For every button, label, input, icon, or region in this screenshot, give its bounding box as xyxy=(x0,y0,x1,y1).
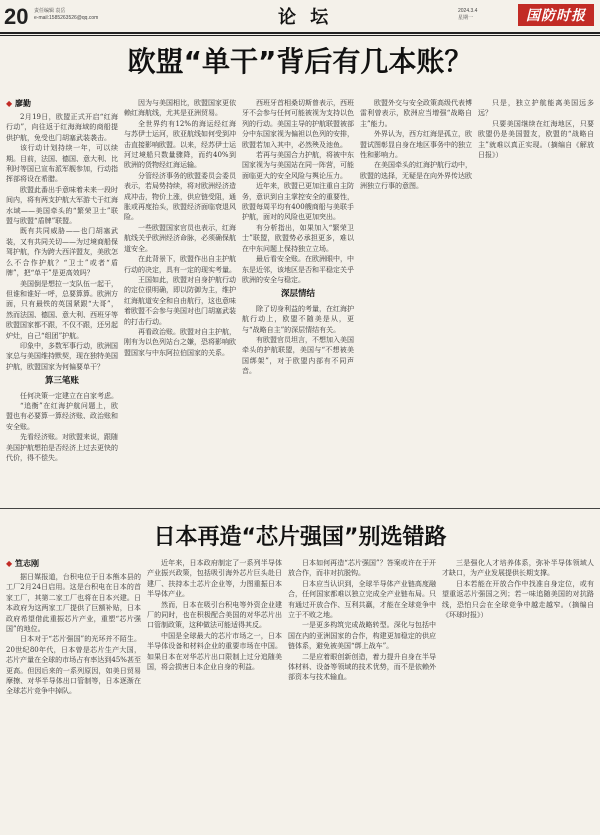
article2-column-4 xyxy=(442,558,594,830)
page-number: 20 xyxy=(4,4,29,29)
article2-author: 笪志刚 xyxy=(14,558,39,568)
editor-info xyxy=(34,8,98,22)
paragraph: 二是应着眼创新创造，着力提升自身在半导体材料、设备等领域的技术优势，而不是依赖外部资本与技术输血。 xyxy=(288,652,436,682)
masthead-rule xyxy=(0,32,600,34)
article1-column-1 xyxy=(6,112,118,504)
paragraph: 最后看安全账。在欧洲眼中，中东是近邻，该地区是否和平稳定关乎欧洲的安全与稳定。 xyxy=(242,255,354,284)
paragraph: 近年来，日本政府制定了一系列半导体产业振兴政策，包括吸引海外芯片巨头赴日建厂、扶持本土芯片企业等，力图重振日本半导体产业。 xyxy=(147,559,282,599)
paragraph: 外界认为，西方红海是孤立，欧盟试图彰显自身在地区事务中的独立性和影响力。 xyxy=(360,130,472,160)
paragraph: 中国是全球最大的芯片市场之一，日本半导体设备和材料企业的重要市场在中国。如果日本在对华芯片出口限制上过分追随美国，将会损害日本企业自身的利益。 xyxy=(147,631,282,672)
editor-name: 责任编辑 袁岳 xyxy=(34,8,66,14)
paragraph: 任何决策一定建立在自家考虑。 xyxy=(20,391,118,400)
article2-column-2 xyxy=(147,558,282,830)
paragraph: 据日媒报道，台积电位于日本熊本县的工厂2月24日启用。这是台积电在日本的首家工厂，其第二家工厂也将在日本兴建。日本政府为这两家工厂提供了巨额补贴，日本政府希望借此重振芯片产业，重塑“芯片强国”的地位。 xyxy=(6,573,141,634)
article1-column-3 xyxy=(242,98,354,504)
article1-title: 欧盟“单干”背后有几本账？ xyxy=(127,45,473,78)
paragraph: 因为与美国相比，欧盟国家更依赖红海航线，尤其是亚洲贸易。 xyxy=(124,99,236,118)
article1-author: 廖勤 xyxy=(14,98,31,108)
paragraph: 欧盟外交与安全政策高级代表博雷利曾表示，欧洲应当增强“战略自主”能力。 xyxy=(360,99,472,128)
paragraph: 印象中，多数军事行动，欧洲国家总与美国维持默契，现在独特美国护航，欧盟国家为何偏要单干？ xyxy=(6,341,118,371)
editor-email: e-mail:1585263526@qq.com xyxy=(34,15,99,21)
article-divider xyxy=(0,508,600,509)
paragraph: 2月19日，欧盟正式开启“红海行动”，向往返于红海海域的商船提供护航，免受也门胡塞武装袭击。 xyxy=(6,113,118,142)
masthead-rule-thin xyxy=(0,35,600,36)
paragraph: 日本如何再造“芯片强国”？答案或许在于开放合作，而非对抗脱钩。 xyxy=(288,559,436,578)
paragraph: 有分析指出，如果加入“繁荣卫士”联盟，欧盟势必承担更多，难以在中东问题上保持独立立场。 xyxy=(242,223,354,253)
article2-column-3 xyxy=(288,558,436,830)
paragraph: 近年来，欧盟已更加注重自主防务，意识到自主掌控安全的重要性，欧盟每周平均有400艘商船与美联手护航，面对的风险也更加突出。 xyxy=(242,182,354,222)
paragraph: “追衡”在红海护航问题上，欧盟也有必要算一算经济账、政治账和安全账。 xyxy=(6,401,118,431)
byline-diamond-icon: ◆ xyxy=(6,98,13,108)
paragraph: 在此背景下，欧盟作出自主护航行动的决定，具有一定的现实考量。 xyxy=(124,255,236,274)
paragraph: 然而，日本在吸引台积电等外资企业建厂的同时，也在积极配合美国的对华芯片出口管制政策，这种做法可能适得其反。 xyxy=(147,600,282,630)
paragraph: 再看政治账。欧盟对自主护航，刚有为以色列站台之嫌，恐将影响欧盟国家与中东阿拉伯国家的关系。 xyxy=(124,327,236,357)
date-info xyxy=(458,8,477,22)
newspaper-logo: 国防时报 xyxy=(518,4,594,26)
paragraph: 除了切身利益的考量，在红海护航行动上，欧盟不随美是从，更与“战略自主”的深层情结有关。 xyxy=(242,304,354,334)
paragraph: 日本对于“芯片强国”的光环并不陌生。20世纪80年代，日本曾是芯片生产大国，芯片产量在全球的市场占有率达到45%甚至更高。但因后来的一系列原因，如美日贸易摩擦、对华半导体出口管制等，日本逐渐在全球芯片竞争中掉队。 xyxy=(6,635,141,696)
paragraph: 先看经济账。对欧盟来说，跟随美国护航想拍是否经济上过去更快的代价，得不偿失。 xyxy=(6,433,118,462)
byline-diamond-icon: ◆ xyxy=(6,558,13,568)
paragraph: 若再与美国合力护航，将被中东国家视为与美国站在同一阵营，可能面临更大的安全风险与舆论压力。 xyxy=(242,151,354,180)
paragraph: 在美国牵头的红海护航行动中，欧盟的选择，无疑是在向外界传达欧洲独立行事的意图。 xyxy=(360,161,472,191)
article1-column-4 xyxy=(360,98,472,504)
weekday: 星期一 xyxy=(458,15,474,21)
paragraph: 该行动计划持续一年，可以续期。目前，法国、德国、意大利、比利时等国已宣布派军舰参加，行动指挥部将设在希腊。 xyxy=(6,144,118,184)
paragraph: 分管经济事务的欧盟委员会委员表示，若局势持续，将对欧洲经济造成冲击，物价上涨，供应链受阻，通胀或再度抬头，欧盟经济面临衰退风险。 xyxy=(124,171,236,222)
masthead xyxy=(0,0,600,36)
article1-column-5 xyxy=(478,98,594,504)
paragraph: 一是更多构筑完成战略转型。深化与包括中国在内的亚洲国家的合作，构建更加稳定的供应链体系，避免被美国“绑上战车”。 xyxy=(288,621,436,651)
article2-title: 日本再造“芯片强国”别选错路 xyxy=(153,525,447,550)
article1-column-2 xyxy=(124,98,236,504)
paragraph: 既有共同威胁——也门胡塞武装，又有共同关切——为过境商船保驾护航，作为跨大西洋盟友，美欧怎么不合作护航？“卫士”或者“盾牌”，把“单干”是更高效吗？ xyxy=(6,227,118,278)
paragraph: 欧盟此番出手意味着未来一段时间内，将有两支护航大军游弋于红海水域——美国牵头的“繁荣卫士”联盟与欧盟“盾牌”联盟。 xyxy=(6,185,118,226)
paragraph: 一些欧盟国家官员也表示，红海航线关乎欧洲经济命脉，必须确保航道安全。 xyxy=(124,223,236,253)
section-title: 论 坛 xyxy=(278,7,333,28)
paragraph: 三是强化人才培养体系，弥补半导体领域人才缺口，为产业发展提供长期支撑。 xyxy=(442,559,594,578)
paragraph: 日本若能在开放合作中找准自身定位，或有望重返芯片强国之列；若一味追随美国的对抗路线，恐怕只会在全球竞争中越走越窄。（摘编自《环球时报》） xyxy=(442,579,594,620)
paragraph: 只要美国继续在红海地区，只要欧盟仍是美国盟友，欧盟的“战略自主”就难以真正实现。（摘编自《解放日报》） xyxy=(478,119,594,160)
article2-column-1 xyxy=(6,572,141,830)
subhead: 算三笔账 xyxy=(44,376,79,387)
paragraph: 西班牙首相桑切斯曾表示，西班牙不会参与任何可能被视为支持以色列的行动。美国主导的护航联盟被部分中东国家视为偏袒以色列的安排，欧盟若加入其中，必然殃及池鱼。 xyxy=(242,99,354,149)
article2-byline xyxy=(6,558,39,569)
paragraph: 美国倒是想拉一支队伍一起干，但谁和谁好一呼，总要算算。欧洲方面，只有最铁的英国紧跟“大哥”，然而法国、德国、意大利、西班牙等欧盟国家都不跟，不仅不跟，还另起炉灶，自己“组团”护航。 xyxy=(6,279,118,340)
paragraph: 全世界约有12%的海运经红海与苏伊士运河，欧亚航线如何受到冲击直接影响欧盟。以来，经苏伊士运河过境船只数量骤降，而约40%到欧洲的货物经红海运输。 xyxy=(124,119,236,170)
date: 2024.3.4 xyxy=(458,8,478,14)
paragraph: 只是，独立护航能离美国远多远？ xyxy=(478,99,594,118)
article1-byline xyxy=(6,98,31,109)
paragraph: 王国如此，欧盟对自身护航行动的定位很明确，即以防御为主，维护红海航道安全和自由航行，这也意味着欧盟不会参与美国对也门胡塞武装的打击行动。 xyxy=(124,275,236,326)
subhead: 深层情结 xyxy=(280,289,315,300)
paragraph: 日本应当认识到，全球半导体产业链高度融合，任何国家都难以独立完成全产业链布局。只有通过开放合作、互利共赢，才能在全球竞争中立于不败之地。 xyxy=(288,579,436,620)
paragraph: 有欧盟官员坦言，不想加入美国牵头的护航联盟，美国与“不想被美国绑架”，对于欧盟内部有不同声音。 xyxy=(242,335,354,376)
